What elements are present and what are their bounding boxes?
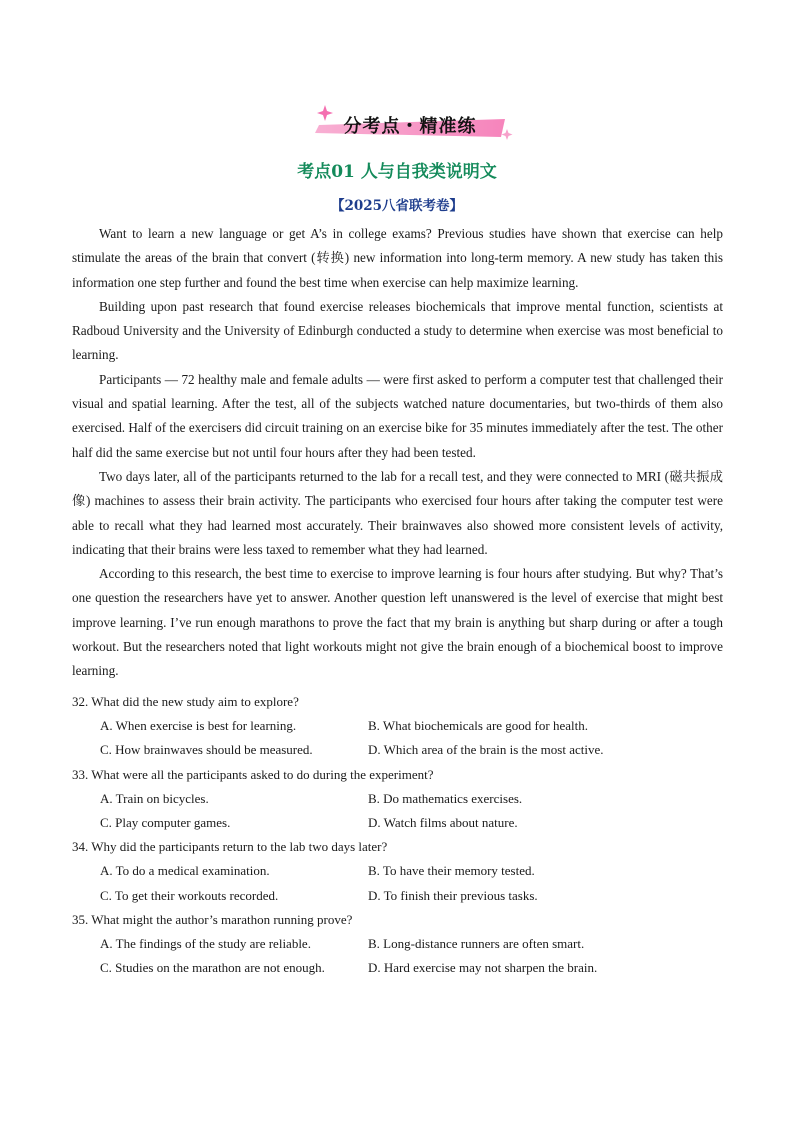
option-b: B. Long-distance runners are often smart. — [368, 936, 585, 952]
question-stem: 34. Why did the participants return to the lab two days later? — [72, 839, 388, 855]
option-row — [72, 884, 723, 908]
option-c: C. Play computer games. — [100, 815, 231, 831]
option-b: B. To have their memory tested. — [368, 863, 535, 879]
option-row — [72, 859, 723, 883]
option-a: A. The findings of the study are reliable. — [100, 936, 311, 952]
passage-paragraph: Want to learn a new language or get A’s in college exams? Previous studies have shown that exercise can help stimulate the areas of the brain that convert (转换) new information into long-term memory. A new study has taken this information one step further and found the best time when exercise can help maximize learning. — [72, 226, 723, 290]
question-stem: 35. What might the author’s marathon running prove? — [72, 911, 353, 927]
question-34 — [72, 835, 723, 908]
reading-passage — [72, 222, 723, 684]
question-33 — [72, 763, 723, 836]
option-row — [72, 956, 723, 980]
option-c: C. How brainwaves should be measured. — [100, 742, 313, 758]
question-stem: 33. What were all the participants asked to do during the experiment? — [72, 766, 434, 782]
option-a: A. When exercise is best for learning. — [100, 718, 297, 734]
option-row — [72, 787, 723, 811]
passage-paragraph: Participants — 72 healthy male and female adults — were first asked to perform a computer test that challenged their visual and spatial learning. After the test, all of the subjects watched nature documentaries, but two-thirds of them also exercised. Half of the exercisers did circuit training on an exercise bike for 35 minutes immediately after the test. The other half did the same exercise but not until four hours after they had been tested. — [72, 371, 723, 460]
option-c: C. To get their workouts recorded. — [100, 887, 279, 903]
option-d: D. Watch films about nature. — [368, 815, 518, 831]
option-row — [72, 811, 723, 835]
option-a: A. To do a medical examination. — [100, 863, 270, 879]
source-tag: 【2025八省联考卷】 — [330, 198, 464, 214]
section-title: 考点01 人与自我类说明文 — [297, 162, 497, 182]
option-b: B. Do mathematics exercises. — [368, 790, 523, 806]
option-d: D. Hard exercise may not sharpen the brain. — [368, 960, 598, 976]
option-row — [72, 932, 723, 956]
option-row — [72, 738, 723, 762]
banner-title: 分考点・精准练 — [343, 116, 477, 137]
option-row — [72, 714, 723, 738]
section-banner — [305, 103, 515, 145]
option-b: B. What biochemicals are good for health. — [368, 718, 588, 734]
question-list — [72, 690, 723, 980]
option-c: C. Studies on the marathon are not enough. — [100, 960, 325, 976]
passage-paragraph: Two days later, all of the participants returned to the lab for a recall test, and they were connected to MRI (磁共振成像) machines to assess their brain activity. The participants who exercised four hours after taking the computer test were able to recall what they had learned most accurately. Their brainwaves also showed more consistent levels of activity, indicating that their brains were less taxed to remember what they had learned. — [72, 468, 723, 557]
question-stem: 32. What did the new study aim to explore? — [72, 694, 299, 709]
option-d: D. To finish their previous tasks. — [368, 887, 538, 903]
question-35 — [72, 908, 723, 981]
passage-paragraph: According to this research, the best time to exercise to improve learning is four hours after studying. But why? That’s one question the researchers have yet to answer. Another question left unanswered is the level of exercise that might best improve learning. I’ve run enough marathons to prove the fact that my brain is anything but sharp during or after a tough workout. But the researchers noted that light workouts might not give the brain enough of a biochemical boost to improve learning. — [72, 566, 723, 679]
option-d: D. Which area of the brain is the most active. — [368, 742, 604, 758]
option-a: A. Train on bicycles. — [100, 790, 209, 806]
question-32 — [72, 690, 723, 763]
passage-paragraph: Building upon past research that found exercise releases biochemicals that improve mental function, scientists at Radboud University and the University of Edinburgh conducted a study to determine when exercise was most beneficial to learning. — [72, 298, 723, 363]
